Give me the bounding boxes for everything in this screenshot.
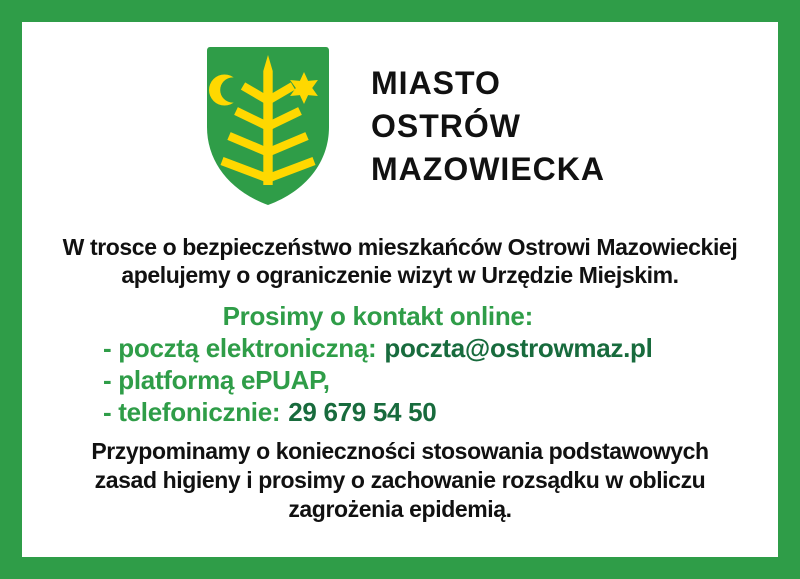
city-name-line-1: MIASTO [371,64,501,101]
intro-text [22,233,778,289]
intro-line-1: W trosce o bezpieczeństwo mieszkańców Ostrowi Mazowieckiej [62,234,738,260]
outro-line-1: Przypominamy o konieczności stosowania podstawowych [91,438,709,464]
email-address: poczta@ostrowmaz.pl [384,333,653,363]
city-name-line-3: MAZOWIECKA [371,150,605,187]
epuap-label: - platformą ePUAP, [103,365,330,395]
city-name [371,62,605,191]
phone-number: 29 679 54 50 [288,397,437,427]
contact-item-email [103,332,653,364]
contact-heading: Prosimy o kontakt online: [222,301,533,331]
contact-item-epuap [103,364,653,396]
contact-item-phone [103,396,653,428]
outro-line-3: zagrożenia epidemią. [288,496,512,522]
contact-section [103,300,653,428]
city-crest [203,45,333,207]
outro-text [22,437,778,524]
email-label: - pocztą elektroniczną: [103,333,377,363]
phone-label: - telefonicznie: [103,397,281,427]
header [22,45,778,207]
outro-line-2: zasad higieny i prosimy o zachowanie rozsądku w obliczu [94,467,706,493]
intro-line-2: apelujemy o ograniczenie wizyt w Urzędzie Miejskim. [121,262,679,288]
city-name-line-2: OSTRÓW [371,107,521,144]
